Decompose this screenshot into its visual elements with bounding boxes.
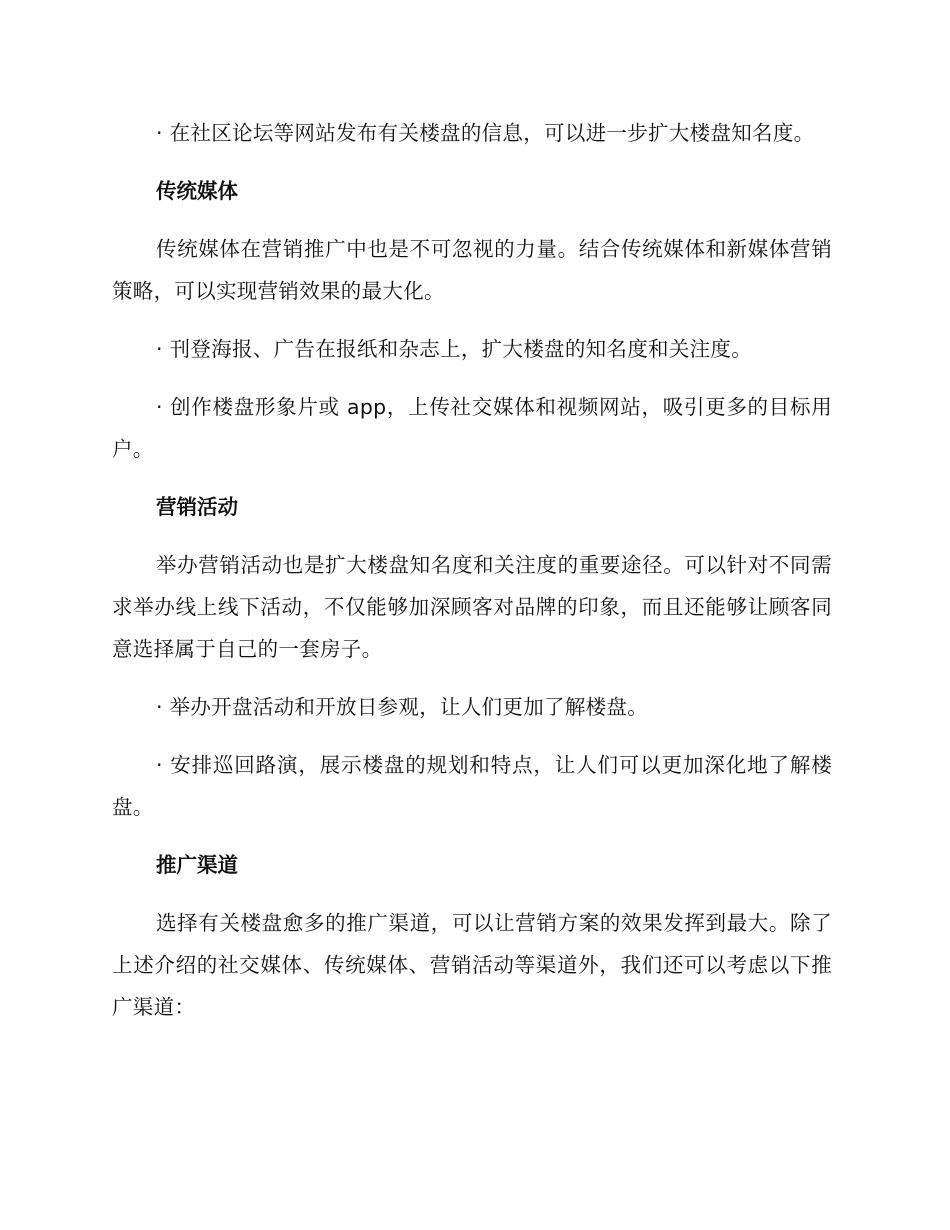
section-heading-traditional-media: 传统媒体 xyxy=(156,179,238,203)
paragraph-promotion-channels: 选择有关楼盘愈多的推广渠道，可以让营销方案的效果发挥到最大。除了上述介绍的社交媒体、传统媒体、营销活动等渠道外，我们还可以考虑以下推广渠道： xyxy=(112,911,832,1019)
bullet-video-app: · 创作楼盘形象片或 app，上传社交媒体和视频网站，吸引更多的目标用户。 xyxy=(112,395,832,461)
bullet-roadshow: · 安排巡回路演，展示楼盘的规划和特点，让人们可以更加深化地了解楼盘。 xyxy=(112,753,832,819)
document-page xyxy=(112,112,832,1028)
paragraph-marketing-activities: 举办营销活动也是扩大楼盘知名度和关注度的重要途径。可以针对不同需求举办线上线下活动，不仅能够加深顾客对品牌的印象，而且还能够让顾客同意选择属于自己的一套房子。 xyxy=(112,553,832,661)
bullet-print-advertising: · 刊登海报、广告在报纸和杂志上，扩大楼盘的知名度和关注度。 xyxy=(156,337,753,361)
section-heading-promotion-channels: 推广渠道 xyxy=(156,853,238,877)
paragraph-traditional-media: 传统媒体在营销推广中也是不可忽视的力量。结合传统媒体和新媒体营销策略，可以实现营销效果的最大化。 xyxy=(112,237,832,303)
bullet-open-house: · 举办开盘活动和开放日参观，让人们更加了解楼盘。 xyxy=(156,695,649,719)
section-heading-marketing-activities: 营销活动 xyxy=(156,495,238,519)
bullet-forum-promotion: · 在社区论坛等网站发布有关楼盘的信息，可以进一步扩大楼盘知名度。 xyxy=(156,121,815,145)
